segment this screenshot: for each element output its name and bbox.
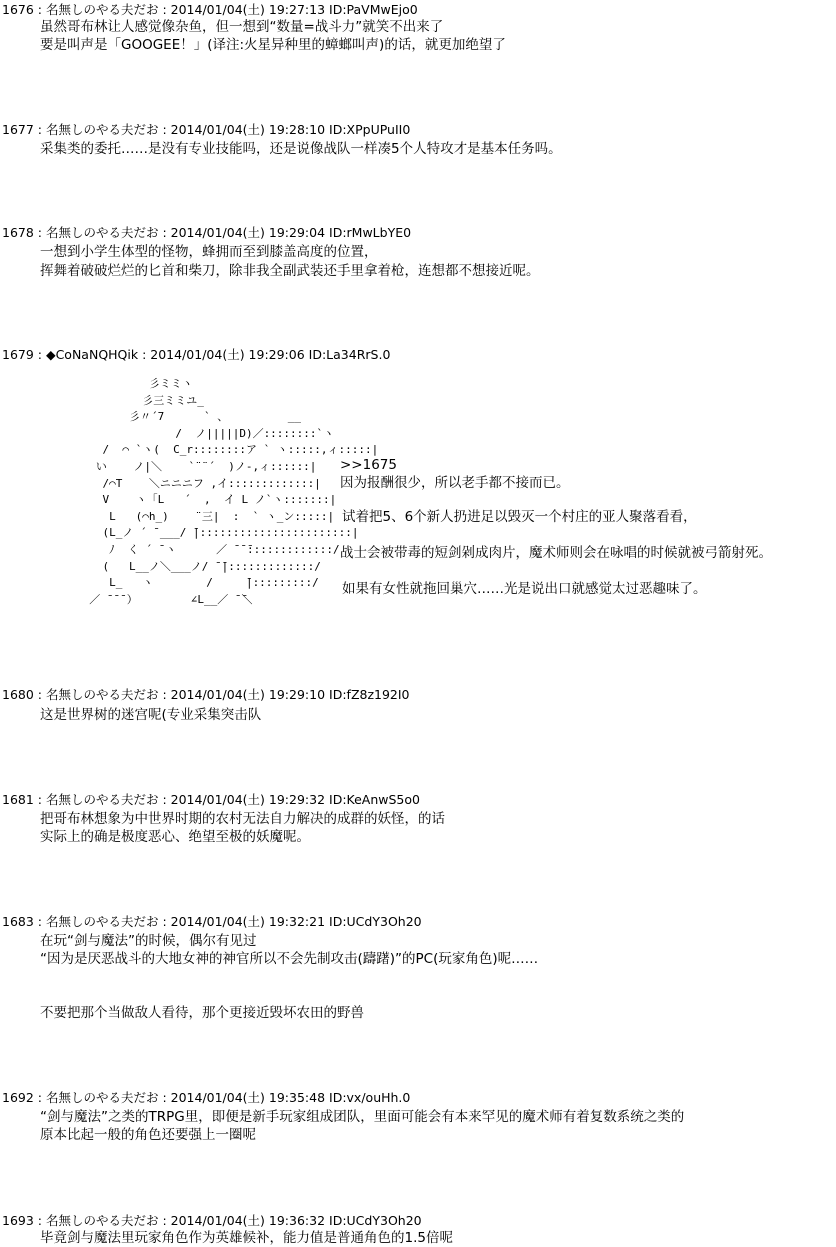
post-header: 1680 : 名無しのやる夫だお : 2014/01/04(土) 19:29:10 ID:fZ8z192I0 <box>2 687 410 702</box>
ascii-art: 彡ミミヽ 彡三ミミユ_ 彡〃´7 ` 、 __ / ノ|||||D)／::::::::`ヽ / ⌒ `ヽ( C_r::::::::ア ` ヽ:::::,ィ:::::| い ノ|＼ `¨¨´ )ノ-,ィ::::::| /⌒T ＼ニニニフ ,イ:::::::::::::| V ヽ「L ´ , イ L ノ`ヽ:::::::| L (⌒h_) ¨三| : ` ヽ_ン:::::| (L_ノ ´ ̄ ___/ ̄|:::::::::::::::::::::::| ﾉ く ´ ̄ ヽ ／ ̄ ̄ ̄:::::::::::::/ ( L__ノ＼___ノ/ ̄ ̄|:::::::::::::/ L_ ヽ / ̄|:::::::::/ ／ ̄ ̄ ̄ ） ∠L__／ ̄ ̄＼ <box>89 377 379 606</box>
post-line: 一想到小学生体型的怪物，蜂拥而至到膝盖高度的位置， <box>40 244 378 260</box>
post-line: 这是世界树的迷宫呢(专业采集突击队 <box>40 707 262 723</box>
post-line: 把哥布林想象为中世界时期的农村无法自力解决的成群的妖怪，的话 <box>40 811 445 827</box>
post-line: 试着把5、6个新人扔进足以毁灭一个村庄的亚人聚落看看， <box>342 509 697 525</box>
post-line: 原本比起一般的角色还要强上一圈呢 <box>40 1127 256 1143</box>
post-line: “因为是厌恶战斗的大地女神的神官所以不会先制攻击(躊躇)”的PC(玩家角色)呢…… <box>40 951 539 967</box>
post-line: 毕竟剑与魔法里玩家角色作为英雄候补，能力值是普通角色的1.5倍呢 <box>40 1230 453 1246</box>
post-header: 1677 : 名無しのやる夫だお : 2014/01/04(土) 19:28:10 ID:XPpUPuII0 <box>2 122 411 137</box>
post-line: 因为报酬很少，所以老手都不接而已。 <box>340 475 570 491</box>
post-line: 实际上的确是极度恶心、绝望至极的妖魔呢。 <box>40 829 310 845</box>
post-header: 1678 : 名無しのやる夫だお : 2014/01/04(土) 19:29:04 ID:rMwLbYE0 <box>2 225 412 240</box>
post-header: 1676 : 名無しのやる夫だお : 2014/01/04(土) 19:27:13 ID:PaVMwEjo0 <box>2 2 418 17</box>
post-header: 1692 : 名無しのやる夫だお : 2014/01/04(土) 19:35:48 ID:vx/ouHh.0 <box>2 1090 411 1105</box>
reply-link[interactable]: >>1675 <box>340 457 397 473</box>
post-line: 要是叫声是「GOOGEE！」(译注:火星异种里的蟑螂叫声)的话，就更加绝望了 <box>40 37 506 53</box>
post-header: 1681 : 名無しのやる夫だお : 2014/01/04(土) 19:29:32 ID:KeAnwS5o0 <box>2 792 420 807</box>
post-line: 挥舞着破破烂烂的匕首和柴刀，除非我全副武装还手里拿着枪，连想都不想接近呢。 <box>40 263 540 279</box>
post-header: 1679 : ◆CoNaNQHQik : 2014/01/04(土) 19:29:06 ID:La34RrS.0 <box>2 347 391 362</box>
post-header: 1693 : 名無しのやる夫だお : 2014/01/04(土) 19:36:32 ID:UCdY3Oh20 <box>2 1213 422 1228</box>
post-line: 采集类的委托……是没有专业技能吗，还是说像战队一样凑5个人特攻才是基本任务吗。 <box>40 141 562 157</box>
post-header: 1683 : 名無しのやる夫だお : 2014/01/04(土) 19:32:21 ID:UCdY3Oh20 <box>2 914 422 929</box>
post-line: 在玩“剑与魔法”的时候，偶尔有见过 <box>40 933 257 949</box>
post-line: “剑与魔法”之类的TRPG里，即便是新手玩家组成团队，里面可能会有本来罕见的魔术师有着复数系统之类的 <box>40 1109 685 1125</box>
post-line: 战士会被带毒的短剑剁成肉片，魔术师则会在咏唱的时候就被弓箭射死。 <box>340 545 772 561</box>
post-line: 不要把那个当做敌人看待，那个更接近毁坏农田的野兽 <box>40 1005 364 1021</box>
post-line: 虽然哥布林让人感觉像杂鱼，但一想到“数量=战斗力”就笑不出来了 <box>40 19 444 35</box>
post-line: 如果有女性就拖回巢穴……光是说出口就感觉太过恶趣味了。 <box>342 581 707 597</box>
